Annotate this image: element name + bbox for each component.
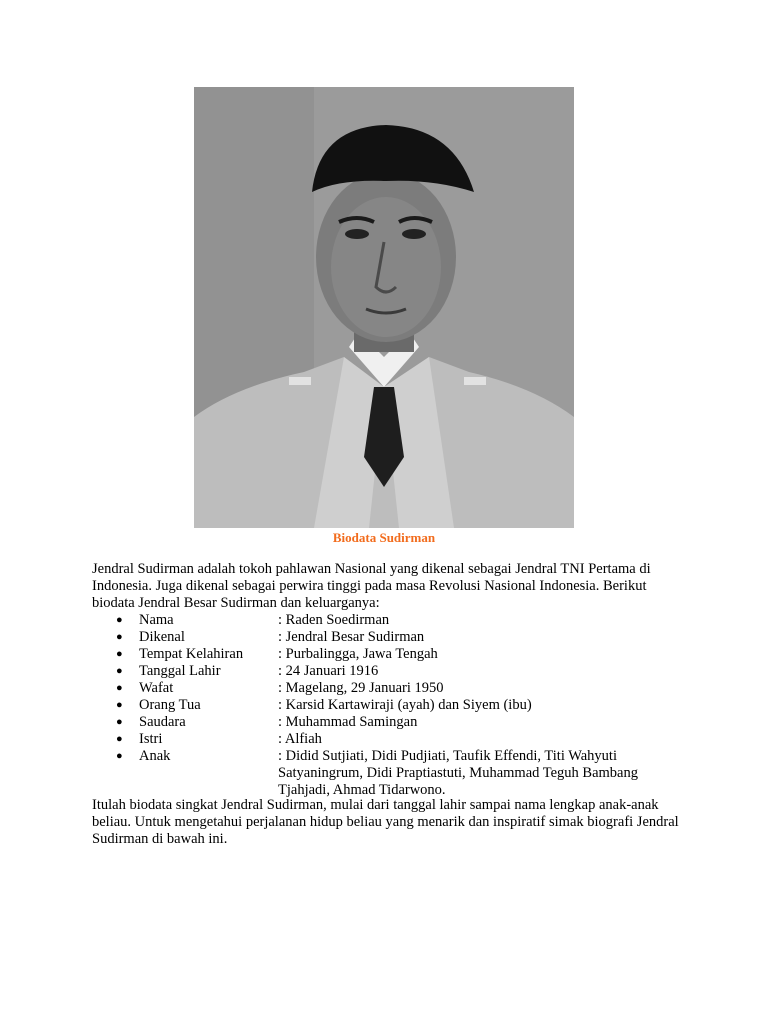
list-item: [92, 748, 692, 799]
photo-caption: Biodata Sudirman: [332, 530, 436, 545]
portrait-photo: [194, 87, 574, 528]
portrait-illustration: [194, 87, 574, 528]
bullet-icon: ●: [116, 750, 123, 762]
bio-value: : Muhammad Samingan: [278, 714, 418, 730]
list-item: [92, 697, 692, 714]
bio-label: Wafat: [139, 680, 174, 696]
list-item: [92, 612, 692, 629]
list-item: [92, 680, 692, 697]
list-item: [92, 714, 692, 731]
bio-value: : Purbalingga, Jawa Tengah: [278, 646, 438, 662]
bio-label: Tanggal Lahir: [139, 663, 221, 679]
bio-value: : Alfiah: [278, 731, 322, 747]
bio-value: : Raden Soedirman: [278, 612, 390, 628]
bio-value: : Jendral Besar Sudirman: [278, 629, 425, 645]
bio-value: : Karsid Kartawiraji (ayah) dan Siyem (ibu): [278, 697, 532, 713]
bio-label: Saudara: [139, 714, 186, 730]
bullet-icon: ●: [116, 648, 123, 660]
bullet-icon: ●: [116, 631, 123, 643]
list-item: [92, 663, 692, 680]
bio-value: : Magelang, 29 Januari 1950: [278, 680, 444, 696]
bio-label: Istri: [139, 731, 163, 747]
bio-value: : 24 Januari 1916: [278, 663, 379, 679]
bullet-icon: ●: [116, 665, 123, 677]
list-item: [92, 731, 692, 748]
bio-label: Dikenal: [139, 629, 185, 645]
bullet-icon: ●: [116, 733, 123, 745]
biodata-list: [92, 612, 692, 799]
bullet-icon: ●: [116, 716, 123, 728]
bullet-icon: ●: [116, 614, 123, 626]
bullet-icon: ●: [116, 682, 123, 694]
bio-label: Tempat Kelahiran: [139, 646, 244, 662]
bio-label: Nama: [139, 612, 174, 628]
bio-label: Anak: [139, 748, 171, 764]
intro-paragraph: Jendral Sudirman adalah tokoh pahlawan Nasional yang dikenal sebagai Jendral TNI Pertama di Indonesia. Juga dikenal sebagai perwira tinggi pada masa Revolusi Nasional Indonesia. Berikut biodata Jendral Besar Sudirman dan keluarganya:: [92, 561, 651, 611]
bullet-icon: ●: [116, 699, 123, 711]
list-item: [92, 646, 692, 663]
bio-label: Orang Tua: [139, 697, 201, 713]
closing-paragraph: Itulah biodata singkat Jendral Sudirman, mulai dari tanggal lahir sampai nama lengkap anak-anak beliau. Untuk mengetahui perjalanan hidup beliau yang menarik dan inspiratif simak biografi Jendral Sudirman di bawah ini.: [92, 797, 679, 847]
bio-value: : Didid Sutjiati, Didi Pudjiati, Taufik Effendi, Titi Wahyuti Satyaningrum, Didi Praptiastuti, Muhammad Teguh Bambang Tjahjadi, Ahmad Tidarwono.: [278, 748, 638, 798]
list-item: [92, 629, 692, 646]
